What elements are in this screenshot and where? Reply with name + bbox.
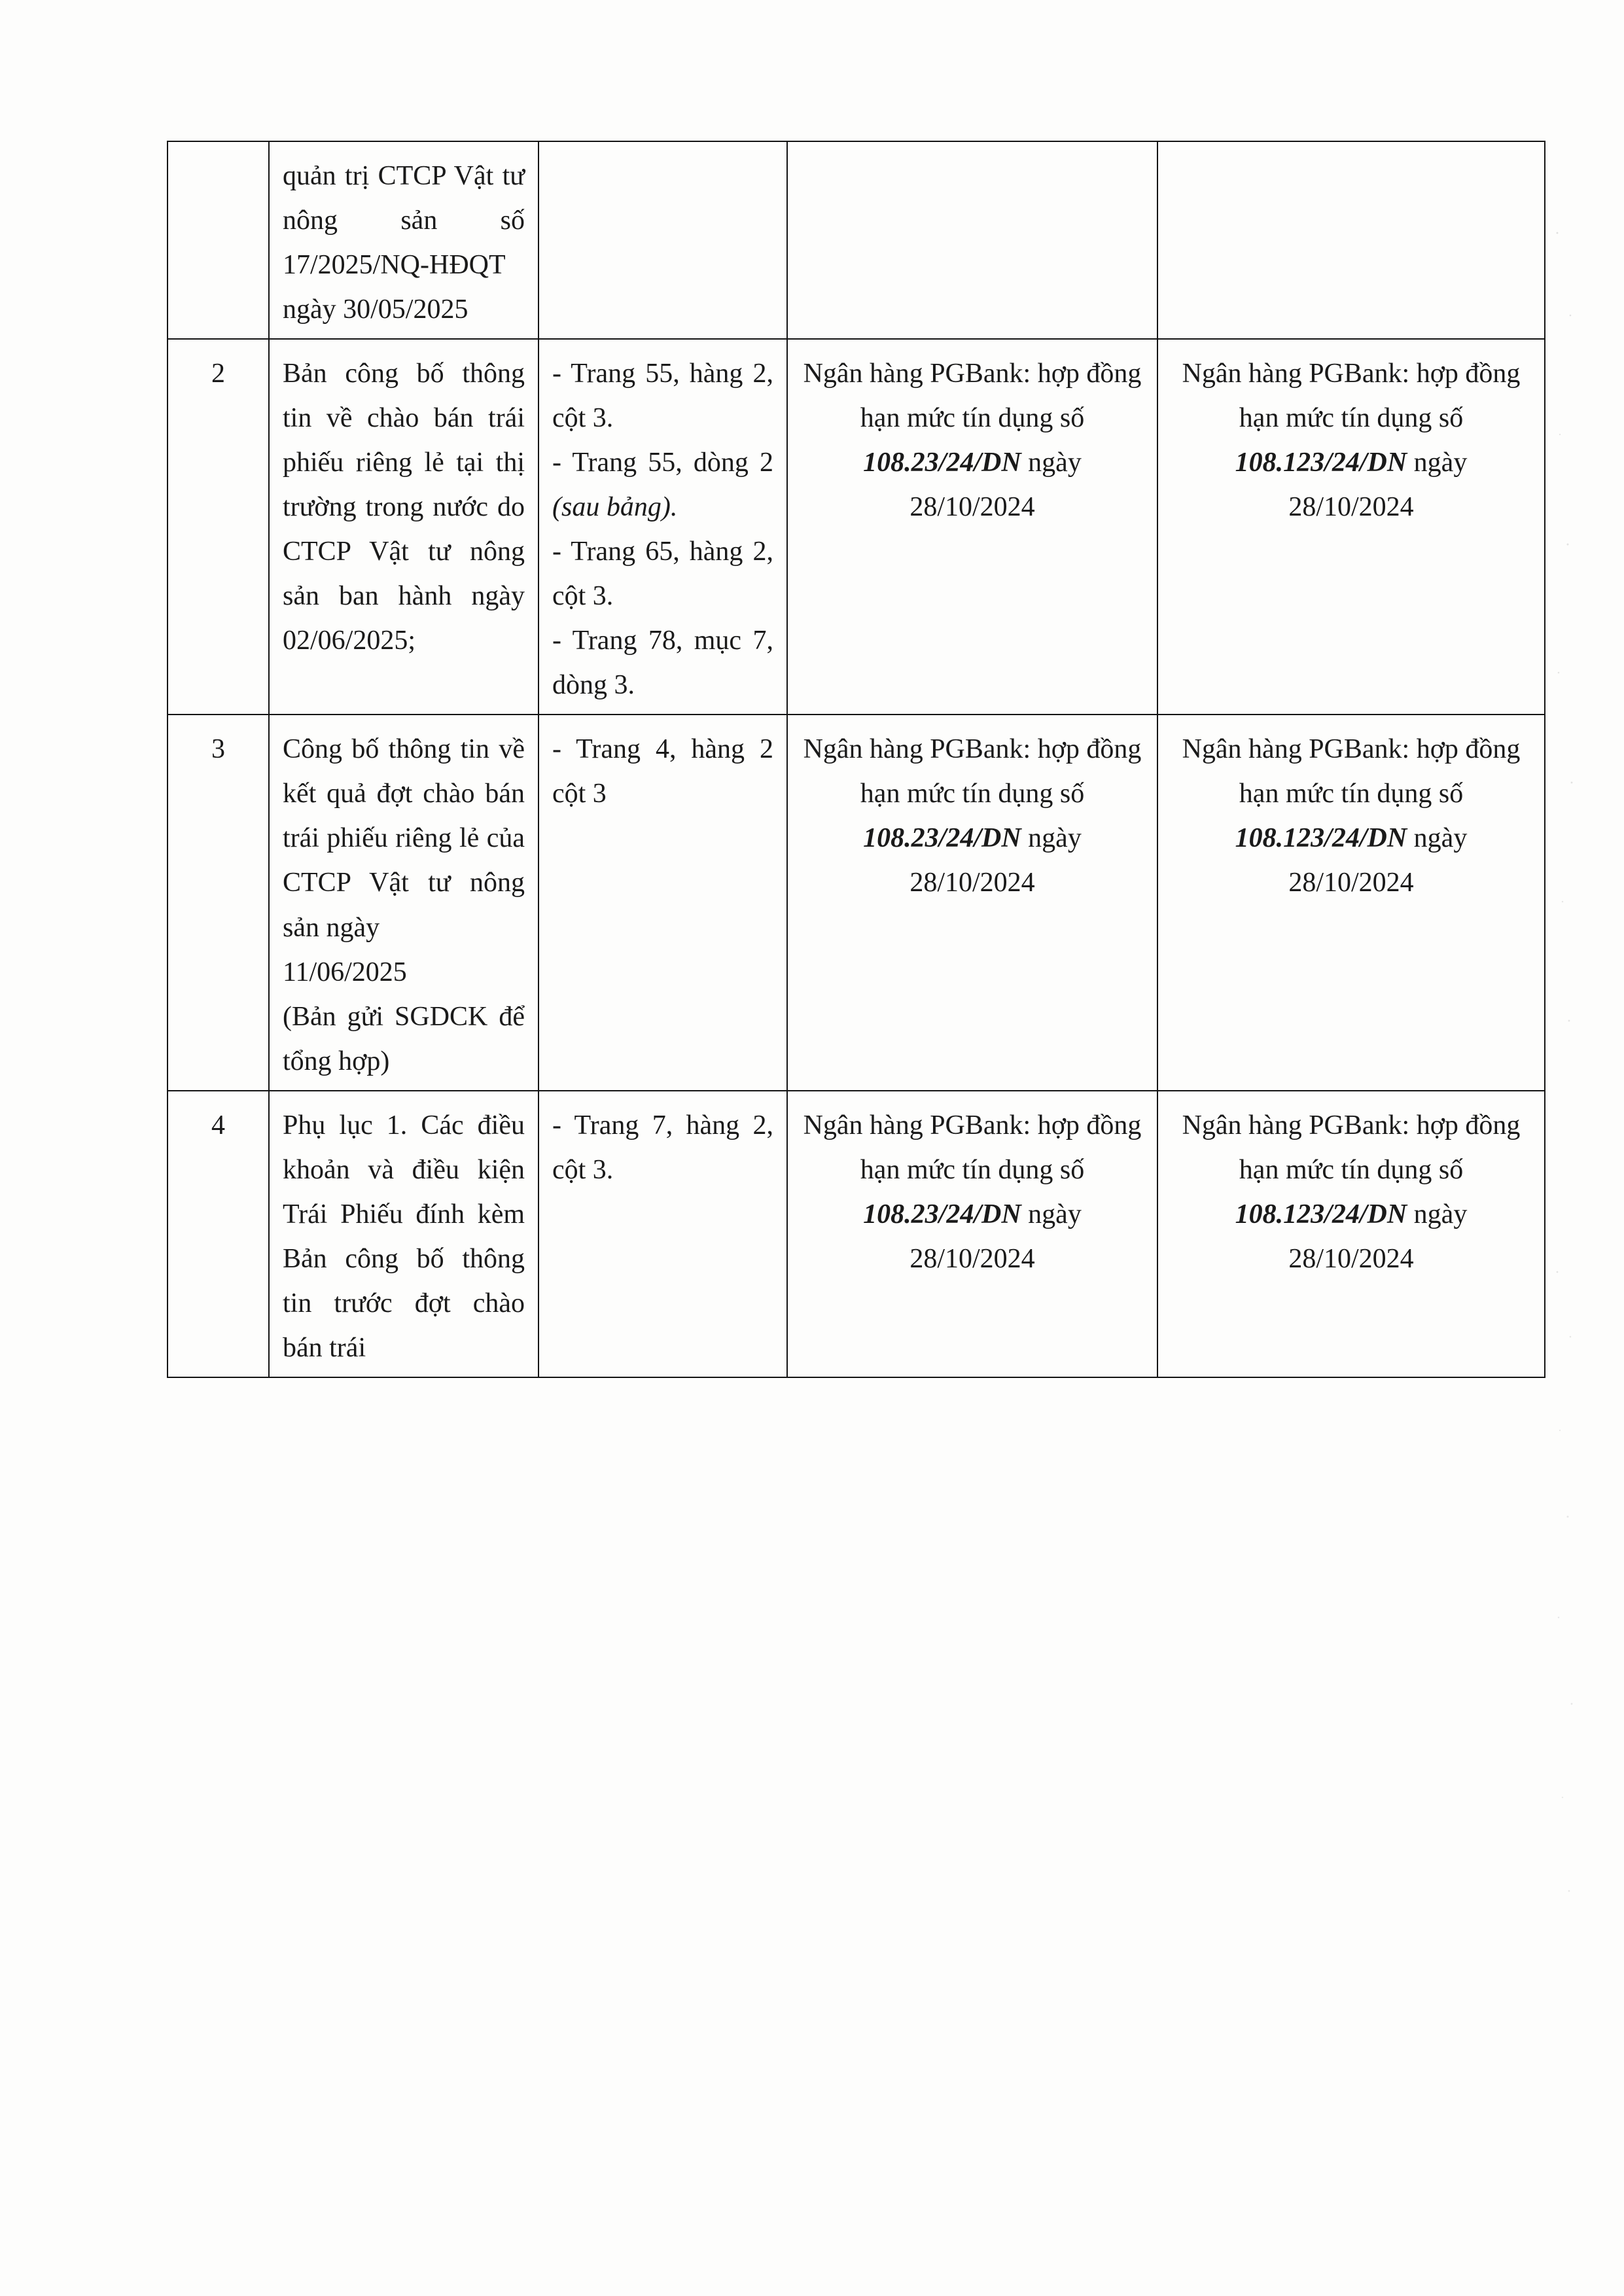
before-text	[801, 1103, 1144, 1281]
row-number: 4	[211, 1110, 225, 1140]
row-number-cell	[168, 715, 269, 1090]
after-prefix: Ngân hàng PGBank: hợp đồng hạn mức tín dụng số	[1182, 359, 1521, 434]
description-text: Phụ lục 1. Các điều khoản và điều kiện Trái Phiếu đính kèm Bản công bố thông tin trước đợt chào bán trái	[283, 1110, 525, 1363]
after-text	[1171, 351, 1531, 529]
reference-cell	[538, 339, 787, 715]
description-note: (Bản gửi SGDCK để tổng hợp)	[283, 1001, 525, 1076]
before-text	[801, 351, 1144, 529]
before-suffix: ngày 28/10/2024	[909, 823, 1082, 898]
reference-italic-note: (sau bảng).	[552, 492, 678, 523]
description-text: Bản công bố thông tin về chào bán trái phiếu riêng lẻ tại thị trường trong nước do CTCP Vật tư nông sản ban hành ngày 02/06/2025;	[283, 359, 525, 656]
row-number-cell	[168, 1091, 269, 1377]
after-cell	[1157, 141, 1545, 339]
scan-artifact-lower	[1552, 1243, 1578, 1963]
description-cell	[269, 1091, 538, 1377]
row-number: 3	[211, 734, 225, 765]
reference-cell	[538, 141, 787, 339]
description-text: Công bố thông tin về kết quả đợt chào bán trái phiếu riêng lẻ của CTCP Vật tư nông sản ngày	[283, 734, 525, 943]
description-date: 11/06/2025	[283, 957, 407, 987]
after-contract-code: 108.123/24/DN	[1235, 1199, 1407, 1229]
table-row	[168, 141, 1545, 339]
after-text	[1171, 1103, 1531, 1281]
table-row	[168, 339, 1545, 715]
before-prefix: Ngân hàng PGBank: hợp đồng hạn mức tín dụng số	[803, 359, 1142, 434]
after-cell	[1157, 715, 1545, 1090]
before-suffix: ngày 28/10/2024	[909, 1199, 1082, 1274]
description-cell	[269, 141, 538, 339]
row-number-cell	[168, 339, 269, 715]
after-text	[1171, 727, 1531, 905]
before-text	[801, 727, 1144, 905]
table-row	[168, 1091, 1545, 1377]
before-contract-code: 108.23/24/DN	[863, 448, 1021, 478]
reference-line-2-text: - Trang 55, dòng 2	[552, 448, 773, 478]
description-text: quản trị CTCP Vật tư nông sản số 17/2025/NQ-HĐQT ngày 30/05/2025	[283, 161, 525, 325]
reference-line-1: - Trang 55, hàng 2, cột 3.	[552, 359, 773, 434]
after-cell	[1157, 1091, 1545, 1377]
before-contract-code: 108.23/24/DN	[863, 823, 1021, 854]
before-contract-code: 108.23/24/DN	[863, 1199, 1021, 1229]
reference-line-3: - Trang 65, hàng 2, cột 3.	[552, 537, 773, 612]
before-suffix: ngày 28/10/2024	[909, 448, 1082, 523]
scan-artifact	[1552, 196, 1578, 1112]
table-row	[168, 715, 1545, 1090]
reference-line-2	[552, 440, 773, 529]
before-prefix: Ngân hàng PGBank: hợp đồng hạn mức tín dụng số	[803, 734, 1142, 809]
after-cell	[1157, 339, 1545, 715]
before-cell	[787, 339, 1157, 715]
after-suffix: ngày 28/10/2024	[1288, 448, 1468, 523]
before-cell	[787, 715, 1157, 1090]
after-prefix: Ngân hàng PGBank: hợp đồng hạn mức tín dụng số	[1182, 734, 1521, 809]
description-cell	[269, 715, 538, 1090]
description-cell	[269, 339, 538, 715]
after-suffix: ngày 28/10/2024	[1288, 1199, 1468, 1274]
after-suffix: ngày 28/10/2024	[1288, 823, 1468, 898]
before-cell	[787, 1091, 1157, 1377]
after-contract-code: 108.123/24/DN	[1235, 448, 1407, 478]
reference-cell	[538, 715, 787, 1090]
reference-cell	[538, 1091, 787, 1377]
row-number: 2	[211, 359, 225, 389]
reference-text: - Trang 4, hàng 2 cột 3	[552, 734, 773, 809]
reference-text: - Trang 7, hàng 2, cột 3.	[552, 1110, 773, 1185]
row-number-cell	[168, 141, 269, 339]
reference-line-4: - Trang 78, mục 7, dòng 3.	[552, 626, 773, 701]
disclosure-correction-table	[167, 141, 1545, 1378]
after-contract-code: 108.123/24/DN	[1235, 823, 1407, 854]
before-cell	[787, 141, 1157, 339]
after-prefix: Ngân hàng PGBank: hợp đồng hạn mức tín dụng số	[1182, 1110, 1521, 1185]
before-prefix: Ngân hàng PGBank: hợp đồng hạn mức tín dụng số	[803, 1110, 1142, 1185]
